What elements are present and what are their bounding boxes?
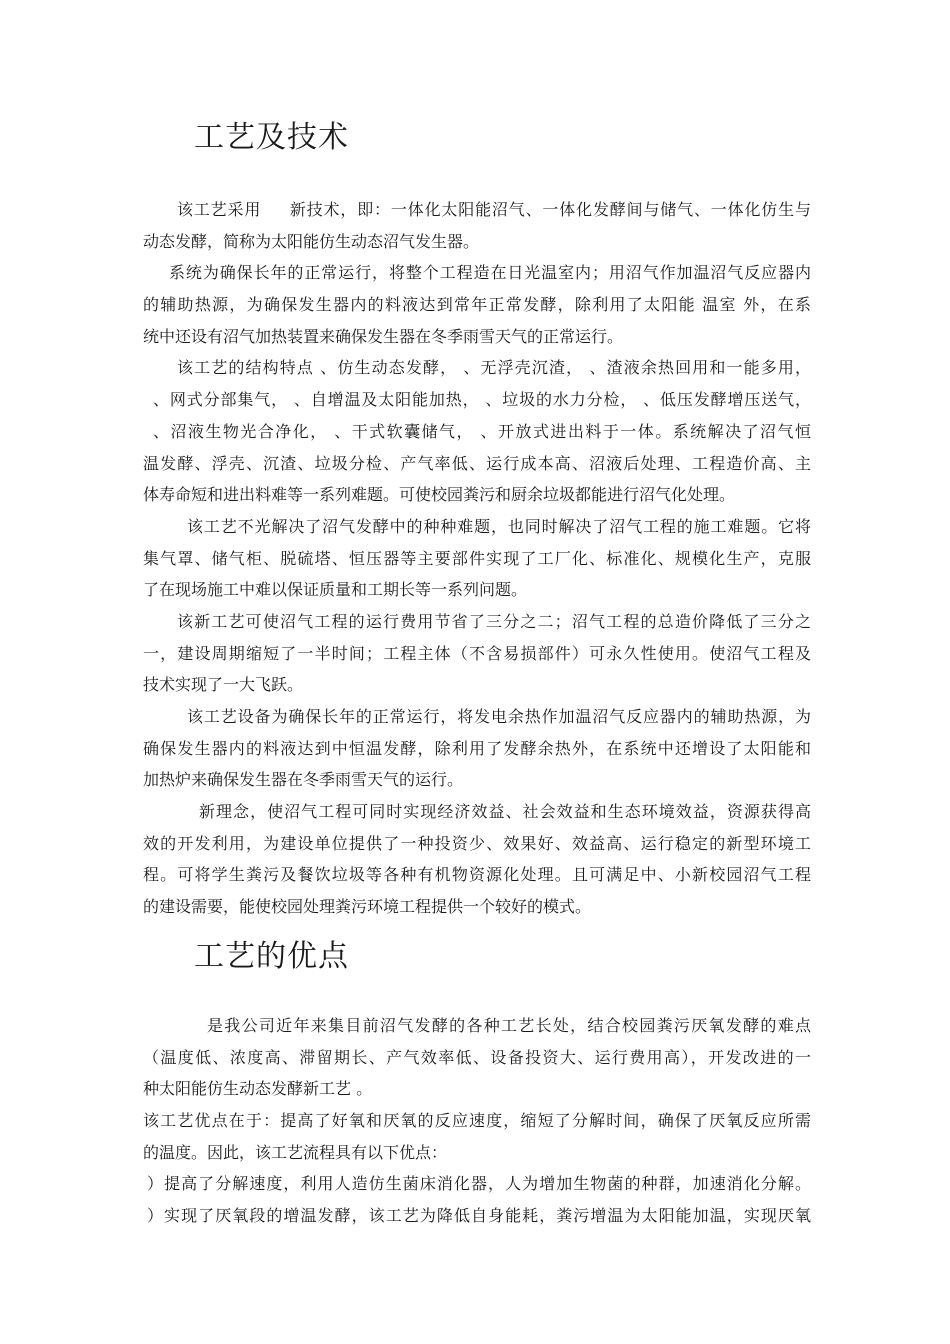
text-line: 、沼液生物光合净化， 、干式软囊储气， 、开放式进出料于一体。系统解决了沼气恒 — [153, 421, 811, 441]
text-line: 效的开发利用，为建设单位提供了一种投资少、效果好、效益高、运行稳定的新型环境工 — [143, 833, 811, 853]
text-line: 技术实现了一大飞跃。 — [143, 675, 304, 695]
text-line: 该工艺不光解决了沼气发酵中的种种难题，也同时解决了沼气工程的施工难题。它将 — [187, 516, 811, 536]
text-line: 温发酵、浮壳、沉渣、垃圾分检、产气率低、运行成本高、沼液后处理、工程造价高、主 — [143, 453, 811, 473]
text-line: 的辅助热源，为确保发生器内的料液达到常年正常发酵，除利用了太阳能 温室 外，在系 — [143, 295, 811, 315]
text-line: 的温度。因此，该工艺流程具有以下优点： — [143, 1142, 448, 1162]
section-body-process-technology — [143, 194, 811, 923]
text-line: 程。可将学生粪污及餐饮垃圾等各种有机物资源化处理。且可满足中、小新校园沼气工程 — [143, 865, 811, 885]
section-heading-process-technology: 工艺及技术 — [194, 120, 349, 155]
text-line: 新理念，使沼气工程可同时实现经济效益、社会效益和生态环境效益，资源获得高 — [199, 802, 811, 822]
text-line: 该工艺设备为确保长年的正常运行，将发电余热作加温沼气反应器内的辅助热源，为 — [187, 707, 811, 726]
text-line: ）提高了分解速度，利用人造仿生菌床消化器，人为增加生物菌的种群，加速消化分解。 — [147, 1174, 811, 1194]
text-line: 是我公司近年来集目前沼气发酵的各种工艺长处，结合校园粪污厌氧发酵的难点 — [207, 1016, 811, 1035]
text-line: ）实现了厌氧段的增温发酵，该工艺为降低自身能耗，粪污增温为太阳能加温，实现厌氧 — [147, 1206, 811, 1226]
text-line: 该工艺采用 新技术，即：一体化太阳能沼气、一体化发酵间与储气、一体化仿生与 — [177, 200, 811, 219]
text-line: 该工艺优点在于：提高了好氧和厌氧的反应速度，缩短了分解时间，确保了厌氧反应所需 — [143, 1111, 811, 1131]
text-line: 的建设需要，能使校园处理粪污环境工程提供一个较好的模式。 — [143, 897, 592, 917]
text-line: 一，建设周期缩短了一半时间；工程主体（不含易损部件）可永久性使用。使沼气工程及 — [143, 643, 811, 663]
text-line: 系统为确保长年的正常运行，将整个工程造在日光温室内；用沼气作加温沼气反应器内 — [169, 263, 811, 283]
text-line: （温度低、浓度高、滞留期长、产气效率低、设备投资大、运行费用高），开发改进的一 — [143, 1047, 811, 1067]
text-line: 统中还设有沼气加热装置来确保发生器在冬季雨雪天气的正常运行。 — [143, 326, 624, 346]
text-line: 、网式分部集气， 、自增温及太阳能加热， 、垃圾的水力分检， 、低压发酵增压送气， — [153, 390, 811, 410]
text-line: 加热炉来确保发生器在冬季雨雪天气的运行。 — [143, 770, 464, 790]
text-line: 动态发酵，简称为太阳能仿生动态沼气发生器。 — [143, 231, 480, 251]
text-line: 集气罩、储气柜、脱硫塔、恒压器等主要部件实现了工厂化、标准化、规模化生产，克服 — [143, 548, 811, 568]
text-line: 体寿命短和进出料难等一系列难题。可使校园粪污和厨余垃圾都能进行沼气化处理。 — [143, 485, 736, 505]
text-line: 该工艺的结构特点 、仿生动态发酵， 、无浮壳沉渣， 、渣液余热回用和一能多用， — [177, 358, 811, 378]
section-heading-advantages: 工艺的优点 — [194, 939, 349, 974]
text-line: 该新工艺可使沼气工程的运行费用节省了三分之二；沼气工程的总造价降低了三分之 — [177, 611, 811, 631]
text-line: 确保发生器内的料液达到中恒温发酵，除利用了发酵余热外，在系统中还增设了太阳能和 — [143, 738, 811, 758]
text-line: 种太阳能仿生动态发酵新工艺 。 — [143, 1079, 373, 1099]
text-line: 了在现场施工中难以保证质量和工期长等一系列问题。 — [143, 580, 528, 600]
section-body-advantages — [143, 1010, 811, 1232]
